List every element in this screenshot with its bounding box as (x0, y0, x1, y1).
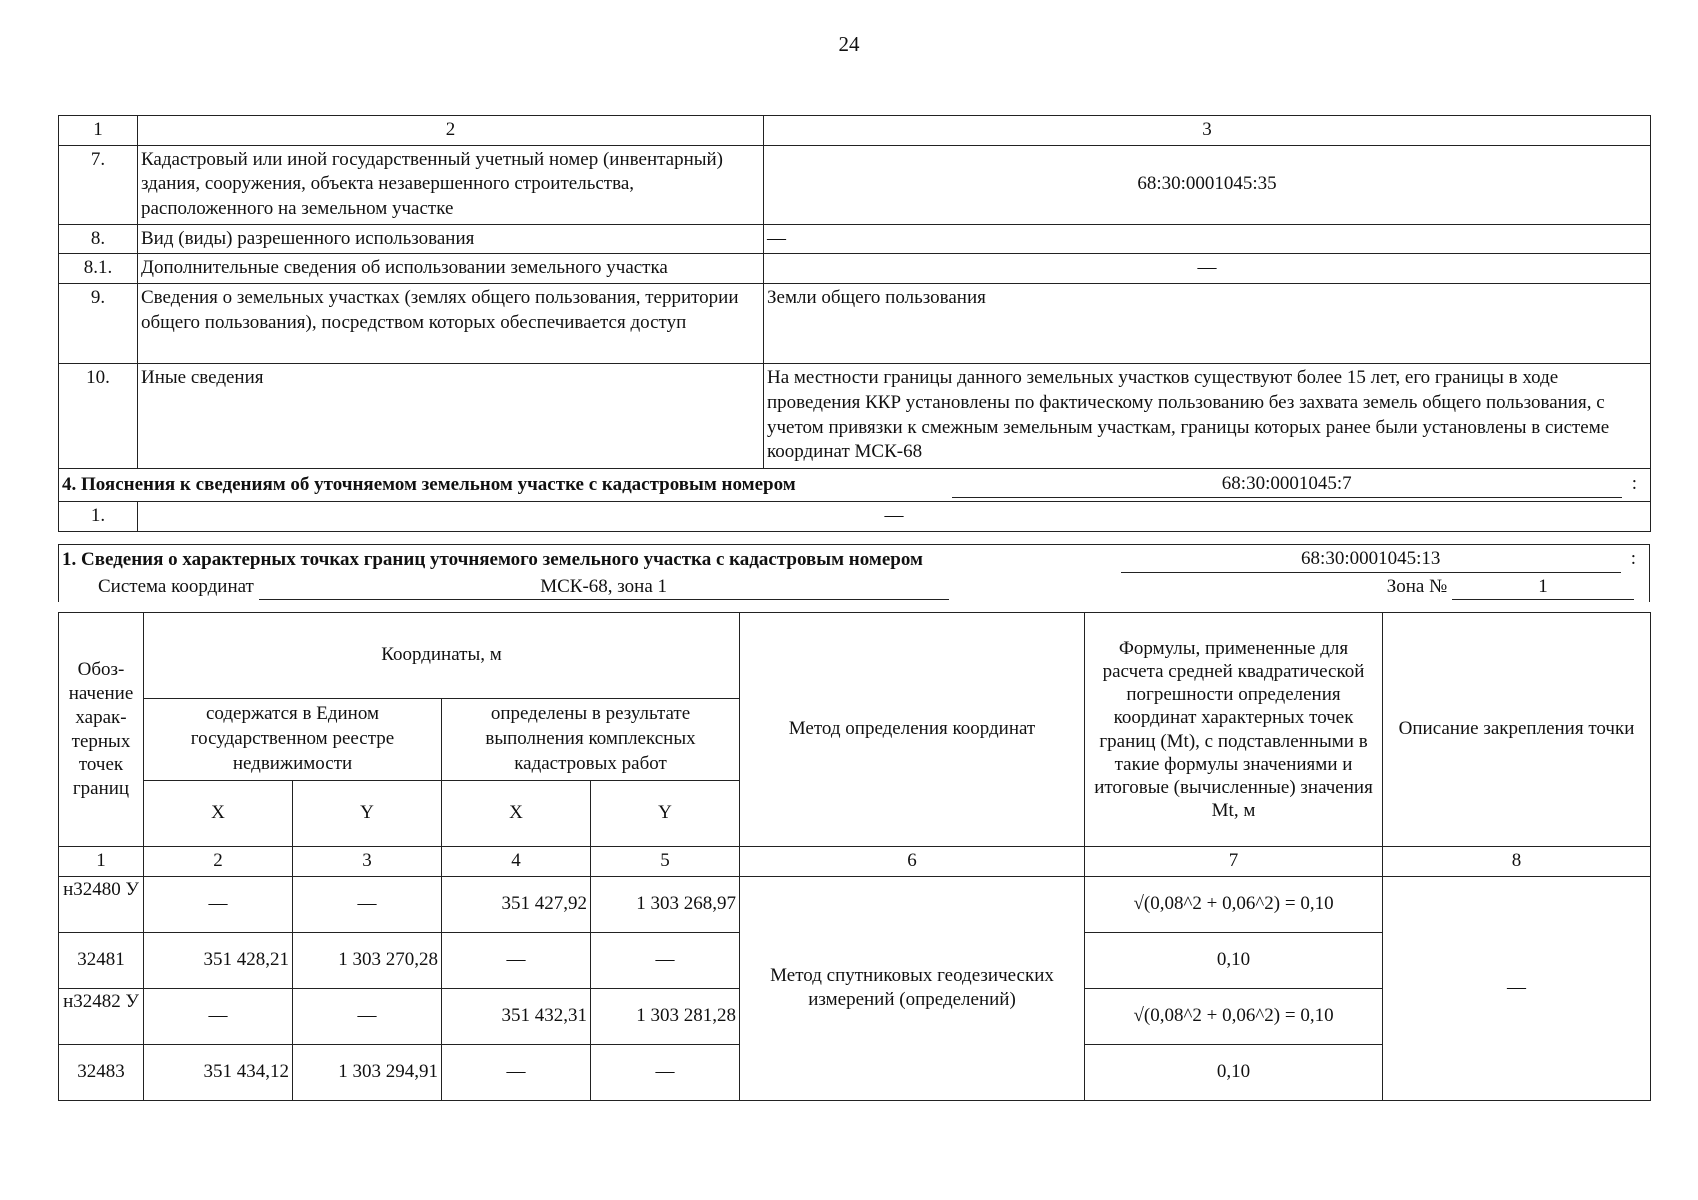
formula-header: Формулы, примененные для расчета средней квадратической погрешности определения координат характерных точек границ (Mt), с подставленными в такие формулы значениями и итоговые (вычисленные) значения Mt, м (1085, 613, 1383, 847)
col-number: 4 (442, 847, 591, 877)
y-egrn: — (293, 876, 442, 932)
mt-value: 0,10 (1085, 1044, 1383, 1100)
x-header: X (144, 781, 293, 847)
section4-cadastral-number: 68:30:0001045:7 (952, 472, 1622, 498)
col-number: 1 (59, 847, 144, 877)
section4-title: 4. Пояснения к сведениям об уточняемом земельном участке с кадастровым номером (62, 474, 796, 496)
crs-value: МСК-68, зона 1 (259, 575, 949, 601)
col-number: 7 (1085, 847, 1383, 877)
row-label: Иные сведения (138, 364, 764, 469)
mt-value: √(0,08^2 + 0,06^2) = 0,10 (1085, 988, 1383, 1044)
y-header: Y (293, 781, 442, 847)
col-number: 6 (740, 847, 1085, 877)
x-kkr: — (442, 932, 591, 988)
x-egrn: 351 434,12 (144, 1044, 293, 1100)
header-row (59, 613, 1651, 699)
y-header: Y (591, 781, 740, 847)
designation-header: Обоз-начение харак-терных точек границ (59, 613, 144, 847)
y-egrn: — (293, 988, 442, 1044)
method-value: Метод спутниковых геодезических измерений (определений) (740, 876, 1085, 1100)
x-header: X (442, 781, 591, 847)
row-value: 68:30:0001045:35 (764, 145, 1651, 224)
x-egrn: — (144, 988, 293, 1044)
table-row (59, 254, 1651, 284)
description-header: Описание закрепления точки (1383, 613, 1651, 847)
row-label: Кадастровый или иной государственный учетный номер (инвентарный) здания, сооружения, объекта незавершенного строительства, расположенного на земельном участке (138, 145, 764, 224)
row-label: Сведения о земельных участках (землях общего пользования, территории общего пользования), посредством которых обеспечивается доступ (138, 284, 764, 364)
row-value: — (138, 502, 1651, 532)
table-row (59, 224, 1651, 254)
mt-value: 0,10 (1085, 932, 1383, 988)
row-number: 9. (59, 284, 138, 364)
y-egrn: 1 303 270,28 (293, 932, 442, 988)
point-id: н32480 У (59, 876, 144, 932)
section4-colon: : (1631, 473, 1637, 495)
col-number: 5 (591, 847, 740, 877)
row-value: Земли общего пользования (764, 284, 1651, 364)
row-number: 7. (59, 145, 138, 224)
section1-title: 1. Сведения о характерных точках границ уточняемого земельного участка с кадастровым номером (62, 549, 923, 570)
row-value: — (764, 254, 1651, 284)
coordinates-header: Координаты, м (144, 613, 740, 699)
crs-label: Система координат (98, 575, 254, 597)
point-id: 32483 (59, 1044, 144, 1100)
table-row (59, 145, 1651, 224)
row-number: 1. (59, 502, 138, 532)
col-number: 3 (764, 116, 1651, 146)
kkr-header: определены в результате выполнения комплексных кадастровых работ (442, 699, 740, 781)
col-number: 2 (144, 847, 293, 877)
x-egrn: 351 428,21 (144, 932, 293, 988)
table-row (59, 876, 1651, 932)
row-value: На местности границы данного земельных участков существуют более 15 лет, его границы в ходе проведения ККР установлены по фактическому пользованию без захвата земель общего пользования, с учетом привязки к смежным земельным участкам, границы которых ранее были установлены в системе координат МСК-68 (764, 364, 1651, 469)
row-number: 10. (59, 364, 138, 469)
x-kkr: 351 427,92 (442, 876, 591, 932)
row-value: — (764, 224, 1651, 254)
zone-label: Зона № (1386, 575, 1448, 597)
description-value: — (1383, 876, 1651, 1100)
table-row (59, 284, 1651, 364)
method-header: Метод определения координат (740, 613, 1085, 847)
row-number: 8. (59, 224, 138, 254)
egrn-header: содержатся в Едином государственном реестре недвижимости (144, 699, 442, 781)
x-kkr: — (442, 1044, 591, 1100)
section1-header-table (58, 544, 1650, 602)
mt-value: √(0,08^2 + 0,06^2) = 0,10 (1085, 876, 1383, 932)
section1-cadastral-number: 68:30:0001045:13 (1121, 547, 1621, 573)
y-kkr: — (591, 1044, 740, 1100)
zone-value: 1 (1452, 575, 1634, 601)
x-kkr: 351 432,31 (442, 988, 591, 1044)
parcel-info-table (58, 115, 1651, 532)
col-number: 2 (138, 116, 764, 146)
col-number: 8 (1383, 847, 1651, 877)
column-number-row (59, 116, 1651, 146)
section1-title-row (59, 545, 1650, 603)
y-kkr: — (591, 932, 740, 988)
point-id: 32481 (59, 932, 144, 988)
row-number: 8.1. (59, 254, 138, 284)
x-egrn: — (144, 876, 293, 932)
row-label: Дополнительные сведения об использовании земельного участка (138, 254, 764, 284)
point-id: н32482 У (59, 988, 144, 1044)
col-number: 3 (293, 847, 442, 877)
section4-header-row (59, 469, 1651, 502)
boundary-points-table (58, 612, 1651, 1101)
y-kkr: 1 303 268,97 (591, 876, 740, 932)
col-number: 1 (59, 116, 138, 146)
section1-colon: : (1630, 548, 1636, 569)
page-number: 24 (838, 32, 860, 56)
column-number-row (59, 847, 1651, 877)
y-kkr: 1 303 281,28 (591, 988, 740, 1044)
table-row (59, 364, 1651, 469)
row-label: Вид (виды) разрешенного использования (138, 224, 764, 254)
y-egrn: 1 303 294,91 (293, 1044, 442, 1100)
section4-row (59, 502, 1651, 532)
